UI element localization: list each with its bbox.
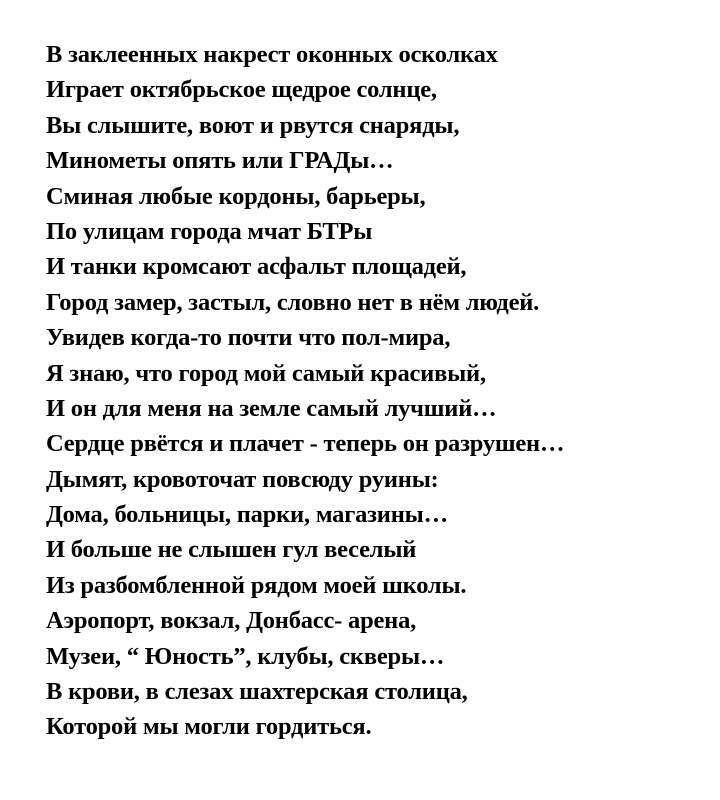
poem-line: Дома, больницы, парки, магазины…: [46, 501, 448, 529]
poem-line: В заклеенных накрест оконных осколках: [46, 41, 498, 68]
poem-line: Дымят, кровоточат повсюду руины:: [46, 465, 439, 493]
poem-line: Сминая любые кордоны, барьеры,: [46, 182, 426, 210]
poem-line: В крови, в слезах шахтерская столица,: [46, 678, 468, 706]
poem-line: Я знаю, что город мой самый красивый,: [46, 359, 486, 387]
poem-line: Минометы опять или ГРАДы…: [46, 147, 394, 175]
poem-line: И танки кромсают асфальт площадей,: [46, 253, 467, 281]
poem-line: Сердце рвётся и плачет - теперь он разрушен…: [46, 430, 565, 458]
poem-line: Увидев когда-то почти что пол-мира,: [46, 324, 451, 352]
poem-line: Вы слышите, воют и рвутся снаряды,: [46, 111, 460, 139]
poem-line: И больше не слышен гул веселый: [46, 536, 417, 564]
poem-line: По улицам города мчат БТРы: [46, 217, 373, 245]
poem-line: Аэропорт, вокзал, Донбасс- арена,: [46, 607, 417, 635]
poem-line: Музеи, “ Юность”, клубы, скверы…: [46, 642, 445, 670]
poem-line: Из разбомбленной рядом моей школы.: [46, 571, 467, 599]
poem-line: Играет октябрьское щедрое солнце,: [46, 76, 437, 104]
poem-line: И он для меня на земле самый лучший…: [46, 394, 497, 422]
poem-text: [46, 37, 706, 745]
poem-line: Которой мы могли гордиться.: [46, 713, 372, 741]
poem-line: Город замер, застыл, словно нет в нём людей.: [46, 288, 540, 316]
